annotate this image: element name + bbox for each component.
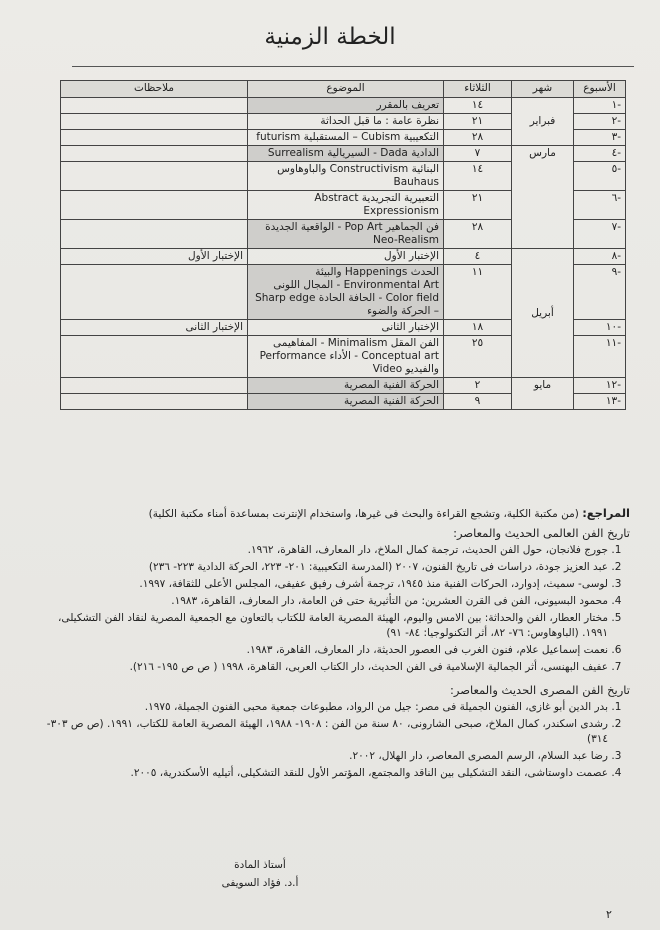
signature-role: أستاذ المادة	[234, 859, 286, 871]
topic-cell: نظرة عامة : ما قبل الحداثة	[248, 114, 444, 130]
month-cell: فبراير	[512, 98, 574, 146]
topic-cell: الحركة الفنية المصرية	[248, 394, 444, 410]
topic-cell: الإختبار الأول	[248, 249, 444, 265]
week-cell: -١	[574, 98, 626, 114]
notes-cell	[61, 378, 248, 394]
week-cell: -١١	[574, 336, 626, 378]
day-cell: ٢	[444, 378, 512, 394]
notes-cell: الإختبار الأول	[61, 249, 248, 265]
reference-item: 1. جورج فلانجان، حول الفن الحديث، ترجمة كمال الملاخ، دار المعارف، القاهرة، ١٩٦٢.	[40, 543, 608, 558]
page-number: ٢	[606, 908, 612, 921]
topic-cell: تعريف بالمقرر	[248, 98, 444, 114]
references-section	[40, 506, 630, 783]
header-topic: الموضوع	[248, 81, 444, 98]
notes-cell	[61, 146, 248, 162]
week-cell: -٧	[574, 220, 626, 249]
header-week: الأسبوع	[574, 81, 626, 98]
title-underline	[72, 66, 634, 67]
week-cell: -٩	[574, 265, 626, 320]
signature-name: أ.د. فؤاد السويفى	[221, 877, 299, 889]
day-cell: ٤	[444, 249, 512, 265]
global-section-title: تاريخ الفن العالمى الحديث والمعاصر:	[453, 526, 630, 540]
notes-cell	[61, 162, 248, 191]
month-cell: مايو	[512, 378, 574, 410]
notes-cell	[61, 191, 248, 220]
notes-cell	[61, 265, 248, 320]
day-cell: ١١	[444, 265, 512, 320]
week-cell: -٦	[574, 191, 626, 220]
month-cell: مارس	[512, 146, 574, 249]
references-heading: المراجع:	[582, 506, 630, 520]
topic-cell: الفن المقل Minimalism - المفاهيمى Conceptual art - الأداء Performance والفيديو Video	[248, 336, 444, 378]
day-cell: ٧	[444, 146, 512, 162]
global-reference-list	[40, 543, 630, 675]
notes-cell	[61, 394, 248, 410]
week-cell: -٥	[574, 162, 626, 191]
reference-item: 7. عفيف البهنسى، أثر الجمالية الإسلامية فى الفن الحديث، دار الكتاب العربى، القاهرة، ١٩٩٨ ( ص ص ١٩٥- ٢١٦).	[40, 660, 608, 675]
day-cell: ١٤	[444, 98, 512, 114]
topic-cell: الدادية Dada - السيريالية Surrealism	[248, 146, 444, 162]
week-cell: -١٣	[574, 394, 626, 410]
signature-block	[200, 856, 320, 892]
day-cell: ٩	[444, 394, 512, 410]
reference-item: 4. محمود البسيونى، الفن فى القرن العشرين: من التأثيرية حتى فن العامة، دار المعارف، القاهرة، ١٩٨٣.	[40, 594, 608, 609]
day-cell: ٢١	[444, 191, 512, 220]
table-row	[61, 378, 626, 394]
reference-item: 6. نعمت إسماعيل علام، فنون الغرب فى العصور الحديثة، دار المعارف، القاهرة، ١٩٨٣.	[40, 643, 608, 658]
topic-cell: الإختبار الثانى	[248, 320, 444, 336]
day-cell: ٢٨	[444, 130, 512, 146]
page-title: الخطة الزمنية	[264, 24, 396, 50]
day-cell: ١٤	[444, 162, 512, 191]
week-cell: -٤	[574, 146, 626, 162]
day-cell: ١٨	[444, 320, 512, 336]
topic-cell: الحركة الفنية المصرية	[248, 378, 444, 394]
header-tuesday: الثلاثاء	[444, 81, 512, 98]
egypt-reference-list	[40, 700, 630, 781]
table-row	[61, 98, 626, 114]
day-cell: ٢٥	[444, 336, 512, 378]
reference-item: 3. رضا عبد السلام، الرسم المصرى المعاصر، دار الهلال، ٢٠٠٢.	[40, 749, 608, 764]
notes-cell	[61, 220, 248, 249]
notes-cell	[61, 114, 248, 130]
week-cell: -٣	[574, 130, 626, 146]
topic-cell: الحدث Happenings والبيئة Environmental Art - المجال اللونى Color field - الحافة الحادة Sharp edge – الحركة والضوء	[248, 265, 444, 320]
week-cell: -٨	[574, 249, 626, 265]
table-row	[61, 249, 626, 265]
reference-item: 2. رشدى اسكندر، كمال الملاخ، صبحى الشارونى، ٨٠ سنة من الفن : ١٩٠٨- ١٩٨٨، الهيئة المصرية العامة للكتاب، ١٩٩١. (ص ص ٣٠٣- ٣١٤)	[40, 717, 608, 747]
header-notes: ملاحظات	[61, 81, 248, 98]
week-cell: -٢	[574, 114, 626, 130]
references-heading-line	[40, 506, 630, 522]
week-cell: -١٢	[574, 378, 626, 394]
header-month: شهر	[512, 81, 574, 98]
egypt-section-title: تاريخ الفن المصرى الحديث والمعاصر:	[449, 683, 630, 697]
topic-cell: فن الجماهير Pop Art - الواقعية الجديدة Neo-Realism	[248, 220, 444, 249]
topic-cell: البنائية Constructivism والباوهاوس Bauhaus	[248, 162, 444, 191]
week-cell: -١٠	[574, 320, 626, 336]
schedule-table	[60, 80, 626, 410]
table-header-row	[61, 81, 626, 98]
notes-cell: الإختبار الثانى	[61, 320, 248, 336]
reference-item: 5. مختار العطار، الفن والحداثة: بين الامس واليوم، الهيئة المصرية العامة للكتاب بالتعاون مع الجمعية المصرية لنقاد الفن التشكيلى، ١٩٩١. (الباوهاوس: ٧٦- ٨٢، أثر التكنولوجيا: ٨٤- ٩١)	[40, 611, 608, 641]
reference-item: 3. لوسى- سميث، إدوارد، الحركات الفنية منذ ١٩٤٥، ترجمة أشرف رفيق عفيفى، المجلس الأعلى للثقافة، ١٩٩٧.	[40, 577, 608, 592]
day-cell: ٢٨	[444, 220, 512, 249]
day-cell: ٢١	[444, 114, 512, 130]
notes-cell	[61, 336, 248, 378]
month-cell: أبريل	[512, 249, 574, 378]
topic-cell: التكعيبية Cubism – المستقبلية futurism	[248, 130, 444, 146]
reference-item: 1. بدر الدين أبو غازى، الفنون الجميلة فى مصر: جيل من الرواد، مطبوعات جمعية محبى الفنون الجميلة، ١٩٧٥.	[40, 700, 608, 715]
table-row	[61, 146, 626, 162]
reference-item: 4. عصمت داوستاشى، النقد التشكيلى بين الناقد والمجتمع، المؤتمر الأول للنقد التشكيلى، أتيليه الأسكندرية، ٢٠٠٥.	[40, 766, 608, 781]
notes-cell	[61, 98, 248, 114]
references-note: (من مكتبة الكلية، وتشجع القراءة والبحث فى غيرها، واستخدام الإنترنت بمساعدة أمناء مكتبة الكلية)	[148, 508, 579, 520]
topic-cell: التعبيرية التجريدية Abstract Expressionism	[248, 191, 444, 220]
reference-item: 2. عبد العزيز جودة، دراسات فى تاريخ الفنون، ٢٠٠٧ (المدرسة التكعيبية: ٢٠١- ٢٢٣، الحركة الدادية ٢٢٣- ٢٣٦)	[40, 560, 608, 575]
notes-cell	[61, 130, 248, 146]
